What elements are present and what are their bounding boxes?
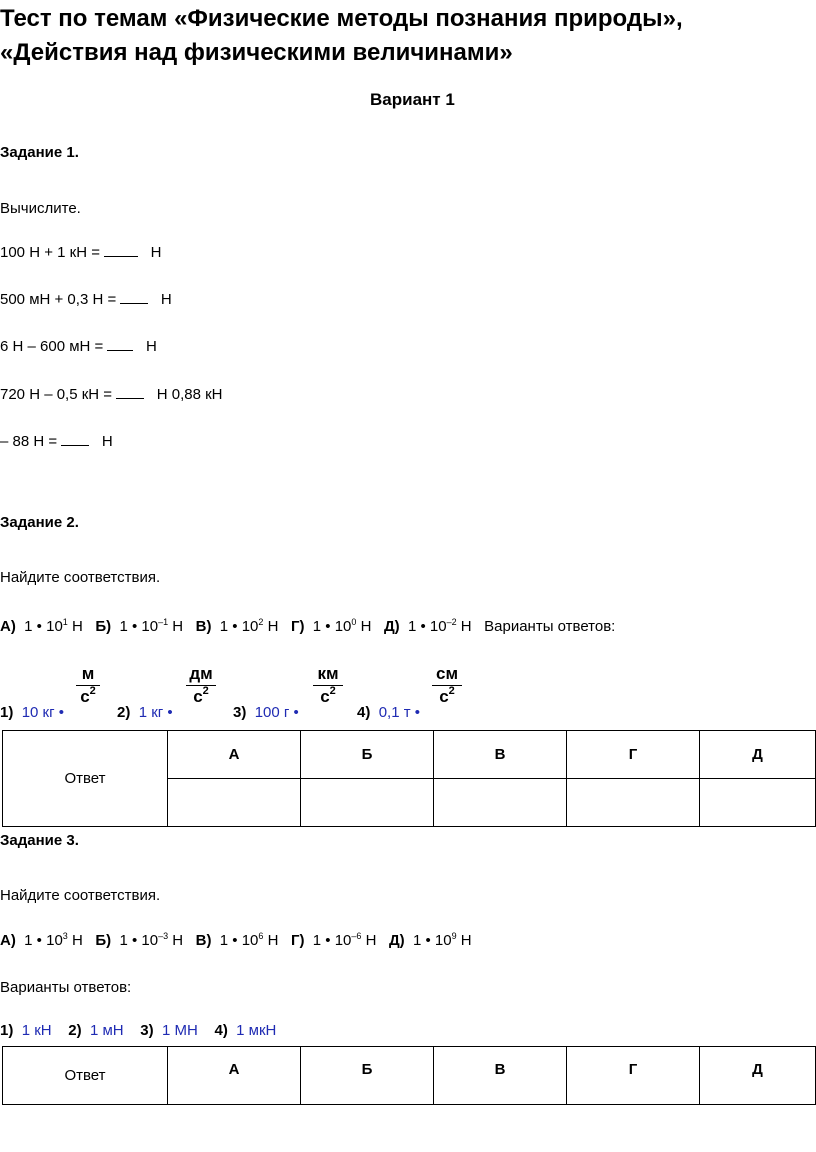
answer-blank[interactable]: [120, 291, 148, 304]
expression: 500 мН + 0,3 Н =: [0, 291, 121, 308]
answer-blank[interactable]: [107, 338, 133, 351]
column-header: В: [434, 1047, 567, 1105]
title-line-1: Тест по темам «Физические методы познания природы»,: [0, 5, 683, 32]
task3-answers-line: [0, 1022, 276, 1039]
answer-option: 4) 1 мкН: [214, 1022, 277, 1039]
task3-instruction: Найдите соответствия.: [0, 887, 161, 904]
task3-options-line: [0, 932, 472, 949]
task1-item: [0, 338, 157, 355]
column-header: А: [168, 731, 301, 779]
option: Д) 1 • $10^{-2}$ Н: [383, 617, 472, 635]
column-header: Д: [700, 1047, 816, 1105]
answer-blank[interactable]: [104, 244, 138, 257]
answer-cell[interactable]: [168, 779, 301, 827]
task2-answer-table: [2, 730, 816, 827]
variant-heading: Вариант 1: [370, 90, 455, 109]
task2-heading: Задание 2.: [0, 514, 79, 531]
task2-options-line: [0, 618, 615, 635]
task3-heading: Задание 3.: [0, 832, 79, 849]
answers-label: Варианты ответов:: [484, 618, 616, 635]
task2-answer: 4) 0,1 т •: [357, 704, 420, 721]
answer-option: 1) 1 кН: [0, 1022, 52, 1039]
task1-heading: Задание 1.: [0, 144, 79, 161]
unit-fraction: дм $с^2$: [186, 664, 216, 707]
option: А) 1 • $10^3$ Н: [0, 931, 83, 949]
option: Г) 1 • $10^0$ Н: [290, 617, 372, 635]
expression: 720 Н – 0,5 кН =: [0, 386, 117, 403]
column-header: Г: [567, 1047, 700, 1105]
task1-item: [0, 291, 172, 308]
task3-answer-table: [2, 1046, 816, 1105]
unit: Н: [150, 244, 162, 261]
unit-fraction: км $с^2$: [313, 664, 343, 707]
answer-blank[interactable]: [61, 433, 89, 446]
task2-answer: 3) 100 г •: [233, 704, 299, 721]
option: Г) 1 • $10^{-6}$ Н: [290, 931, 377, 949]
option: А) 1 • $10^1$ Н: [0, 617, 83, 635]
task1-item: [0, 386, 223, 403]
expression: 6 Н – 600 мН =: [0, 338, 108, 355]
expression: 100 Н + 1 кН =: [0, 244, 105, 261]
column-header: Д: [700, 731, 816, 779]
column-header: А: [168, 1047, 301, 1105]
row-label: Ответ: [3, 731, 168, 827]
task2-answer: 2) 1 кг •: [117, 704, 173, 721]
option: В) 1 • $10^2$ Н: [195, 617, 279, 635]
answer-blank[interactable]: [116, 386, 144, 399]
unit: Н: [145, 338, 157, 355]
option: Д) 1 • $10^9$ Н: [388, 931, 472, 949]
task2-instruction: Найдите соответствия.: [0, 569, 161, 586]
row-label: Ответ: [3, 1047, 168, 1105]
task2-answer: 1) 10 кг •: [0, 704, 64, 721]
answer-cell[interactable]: [434, 779, 567, 827]
title-line-2: «Действия над физическими величинами»: [0, 39, 513, 66]
task1-item: [0, 244, 161, 261]
page-title: [0, 2, 683, 70]
option: Б) 1 • $10^{-3}$ Н: [95, 931, 184, 949]
task3-answers-label: Варианты ответов:: [0, 979, 132, 996]
column-header: Г: [567, 731, 700, 779]
unit-fraction: см $с^2$: [432, 664, 462, 707]
task1-item: [0, 433, 113, 450]
option: Б) 1 • $10^{-1}$ Н: [95, 617, 184, 635]
answer-cell[interactable]: [700, 779, 816, 827]
unit-fraction: м $с^2$: [76, 664, 100, 707]
option: В) 1 • $10^6$ Н: [195, 931, 279, 949]
unit: Н: [160, 291, 172, 308]
column-header: В: [434, 731, 567, 779]
column-header: Б: [301, 731, 434, 779]
column-header: Б: [301, 1047, 434, 1105]
answer-cell[interactable]: [567, 779, 700, 827]
unit: Н 0,88 кН: [156, 386, 223, 403]
answer-option: 2) 1 мН: [68, 1022, 124, 1039]
answer-option: 3) 1 МН: [140, 1022, 198, 1039]
answer-cell[interactable]: [301, 779, 434, 827]
task1-instruction: Вычислите.: [0, 200, 81, 217]
unit: Н: [101, 433, 113, 450]
expression: – 88 Н =: [0, 433, 62, 450]
